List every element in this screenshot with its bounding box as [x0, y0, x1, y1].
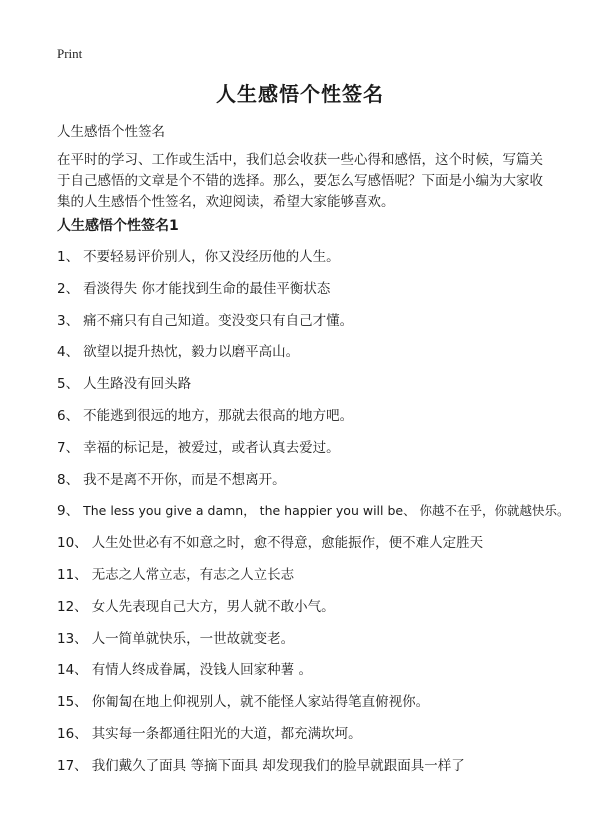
list-item-number: 6、 — [57, 407, 80, 424]
list-item — [57, 724, 557, 756]
list-item-number: 4、 — [57, 344, 80, 361]
list-item-number: 1、 — [57, 249, 80, 265]
list-item — [57, 597, 557, 629]
print-label: Print — [57, 46, 83, 61]
list-item-text: 我们戴久了面具 等摘下面具 却发现我们的脸早就跟面具一样了 — [91, 757, 465, 774]
list-item-number: 3、 — [57, 312, 80, 329]
list-item — [57, 660, 557, 692]
list-item-text: 女人先表现自己大方，男人就不敢小气。 — [91, 598, 335, 615]
list-item-text: 不能逃到很远的地方，那就去很高的地方吧。 — [83, 407, 354, 424]
list-item-text: 痛不痛只有自己知道。变没变只有自己才懂。 — [83, 312, 354, 329]
list-item-text: 人生处世必有不如意之时，愈不得意，愈能振作，便不难人定胜天 — [91, 535, 484, 552]
list-item-text: 其实每一条都通往阳光的大道，都充满坎坷。 — [91, 725, 362, 742]
section-heading: 人生感悟个性签名1 — [57, 218, 179, 234]
list-item-text: 人生路没有回头路 — [83, 376, 192, 393]
list-item — [57, 501, 570, 533]
list-item — [57, 374, 557, 406]
list-item-text: 无志之人常立志，有志之人立长志 — [91, 566, 295, 583]
list-item-number: 14、 — [57, 662, 88, 679]
list-item-text: 欲望以提升热忱，毅力以磨平高山。 — [83, 344, 300, 361]
list-item-text: 有情人终成眷属，没钱人回家种薯 。 — [91, 662, 312, 679]
list-item-number: 11、 — [57, 566, 88, 583]
list-item — [57, 470, 557, 502]
list-item-text: 你匍匐在地上仰视别人，就不能怪人家站得笔直俯视你。 — [91, 694, 430, 711]
list-item — [57, 279, 557, 311]
list-item-number: 17、 — [57, 757, 88, 774]
list-item-number: 15、 — [57, 694, 88, 711]
intro-paragraph: 在平时的学习、工作或生活中，我们总会收获一些心得和感悟，这个时候，写篇关于自己感悟的文章是个不错的选择。那么，要怎么写感悟呢？下面是小编为大家收集的人生感悟个性签名，欢迎阅读，希望大家能够喜欢。 — [57, 152, 543, 210]
list-item-text: The less you give a damn， the happier you will be、 你越不在乎，你就越快乐。 — [83, 503, 570, 519]
list-item-number: 7、 — [57, 439, 80, 456]
list-item — [57, 629, 557, 661]
list-item-number: 16、 — [57, 725, 88, 742]
list-item-text: 不要轻易评价别人，你又没经历他的人生。 — [83, 249, 340, 265]
list-item — [57, 406, 557, 438]
list-item — [57, 247, 557, 279]
list-item-number: 9、 — [57, 503, 80, 520]
list-item-number: 10、 — [57, 535, 88, 552]
list-item — [57, 565, 557, 597]
list-item-number: 12、 — [57, 598, 88, 615]
list-item-number: 8、 — [57, 471, 80, 488]
list-item-text: 我不是离不开你，而是不想离开。 — [83, 471, 286, 488]
list-item-number: 13、 — [57, 630, 88, 647]
document-subtitle: 人生感悟个性签名 — [57, 124, 165, 140]
list-item — [57, 311, 557, 343]
list-item-number: 2、 — [57, 280, 80, 297]
list-item-text: 看淡得失 你才能找到生命的最佳平衡状态 — [83, 280, 331, 297]
list-item — [57, 533, 557, 565]
list-item — [57, 438, 557, 470]
list-item — [57, 342, 557, 374]
signature-list — [57, 247, 570, 788]
list-item-text: 人一简单就快乐，一世故就变老。 — [91, 630, 295, 647]
list-item-text: 幸福的标记是，被爱过，或者认真去爱过。 — [83, 439, 340, 456]
list-item — [57, 692, 557, 724]
page-title: 人生感悟个性签名 — [216, 82, 384, 106]
list-item-number: 5、 — [57, 376, 80, 393]
list-item — [57, 756, 557, 788]
